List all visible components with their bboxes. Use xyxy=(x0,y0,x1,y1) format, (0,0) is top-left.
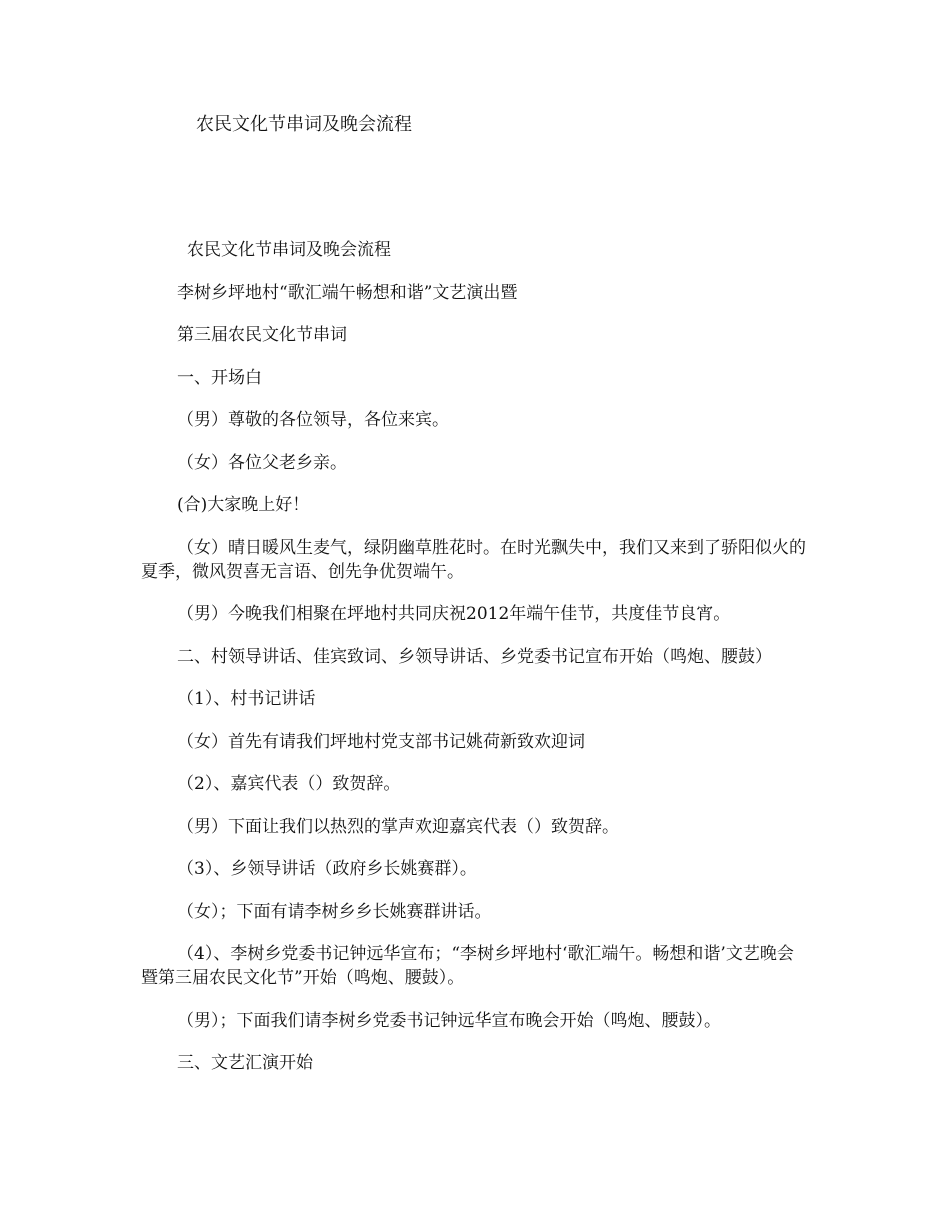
script-line: （男）；下面我们请李树乡党委书记钟远华宣布晚会开始（鸣炮、腰鼓）。 xyxy=(177,1010,721,1031)
script-line: （3）、乡领导讲话（政府乡长姚赛群）。 xyxy=(177,859,477,879)
script-line: （2）、嘉宾代表（）致贺辞。 xyxy=(177,774,401,794)
subtitle-paragraph: 农民文化节串词及晚会流程 xyxy=(187,240,391,260)
event-title-paragraph: 李树乡坪地村“歌汇端午畅想和谐”文艺演出暨 xyxy=(177,282,518,303)
script-line: （男）尊敬的各位领导，各位来宾。 xyxy=(177,410,449,430)
script-line: （女）；下面有请李树乡乡长姚赛群讲话。 xyxy=(177,901,492,922)
script-line: （1）、村书记讲话 xyxy=(177,689,316,709)
script-line: （女）各位父老乡亲。 xyxy=(177,452,347,473)
section-heading-opening: 一、开场白 xyxy=(177,367,262,388)
document-title: 农民文化节串词及晚会流程 xyxy=(196,114,412,135)
script-line: （女）首先有请我们坪地村党支部书记姚荷新致欢迎词 xyxy=(177,731,585,752)
section-heading-performance: 三、文艺汇演开始 xyxy=(177,1053,313,1073)
section-heading-speeches: 二、村领导讲话、佳宾致词、乡领导讲话、乡党委书记宣布开始（鸣炮、腰鼓） xyxy=(177,646,772,667)
event-subtitle-paragraph: 第三届农民文化节串词 xyxy=(177,325,347,345)
document-body xyxy=(141,238,809,1094)
script-line: (合)大家晚上好！ xyxy=(177,495,310,515)
script-line: （男）下面让我们以热烈的掌声欢迎嘉宾代表（）致贺辞。 xyxy=(177,816,619,837)
script-line: （男）今晚我们相聚在坪地村共同庆祝2012年端午佳节，共度佳节良宵。 xyxy=(177,604,731,624)
script-line: （女）晴日暖风生麦气，绿阴幽草胜花时。在时光飘失中，我们又来到了骄阳似火的夏季，微风贺喜无言语、创先争优贺端午。 xyxy=(141,537,806,582)
script-line: （4）、李树乡党委书记钟远华宣布；“李树乡坪地村‘歌汇端午。畅想和谐’文艺晚会暨第三届农民文化节”开始（鸣炮、腰鼓）。 xyxy=(141,944,794,988)
